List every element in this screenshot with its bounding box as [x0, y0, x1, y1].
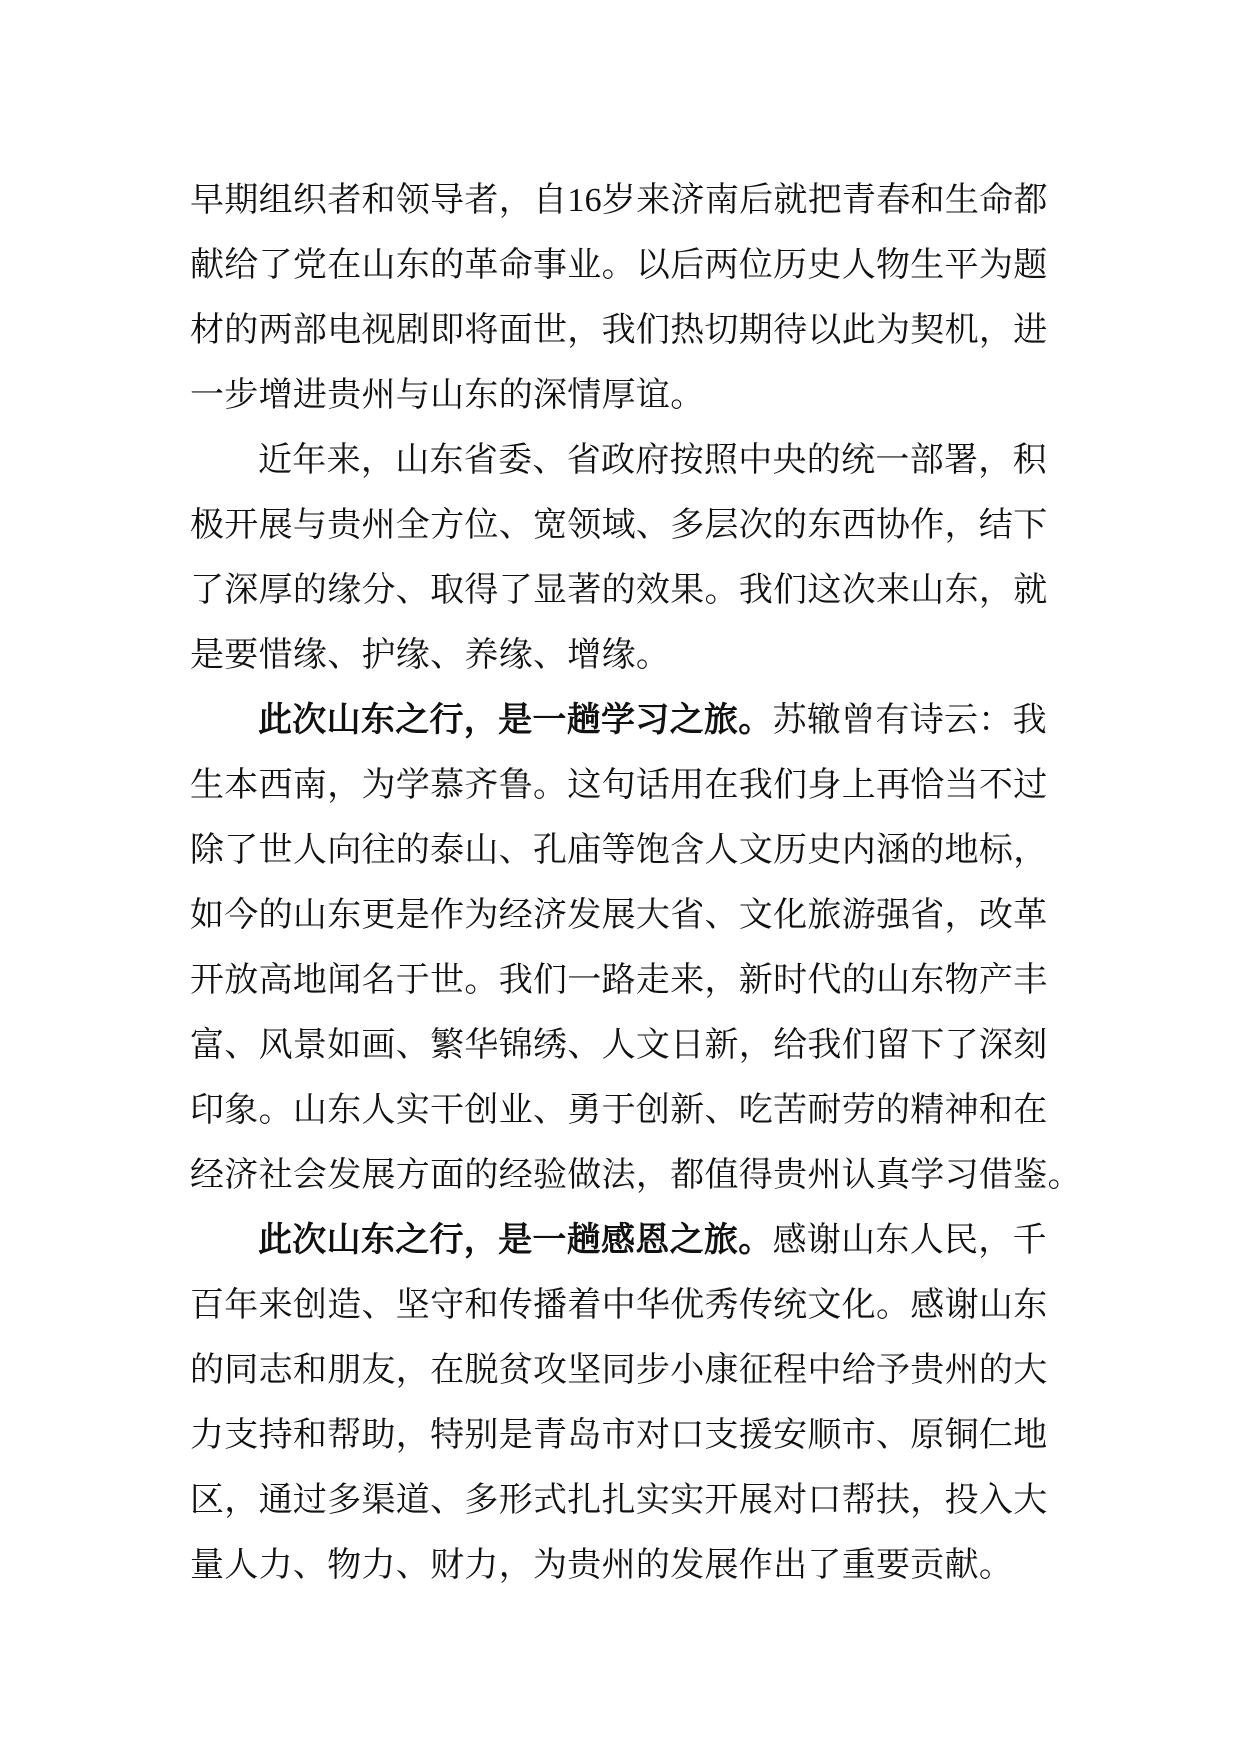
text-line: 材的两部电视剧即将面世，我们热切期待以此为契机，进: [190, 310, 1048, 350]
text-line: 如今的山东更是作为经济发展大省、文化旅游强省，改革: [190, 895, 1048, 935]
text-line: 除了世人向往的泰山、孔庙等饱含人文历史内涵的地标，: [190, 830, 1048, 870]
text-line: 了深厚的缘分、取得了显著的效果。我们这次来山东，就: [190, 570, 1048, 610]
text-line: 献给了党在山东的革命事业。以后两位历史人物生平为题: [190, 245, 1048, 285]
text-segment: 岁来济南后就把青春和生命都: [601, 180, 1048, 220]
text-line: 生本西南，为学慕齐鲁。这句话用在我们身上再恰当不过: [190, 765, 1048, 805]
text-line: 印象。山东人实干创业、勇于创新、吃苦耐劳的精神和在: [190, 1090, 1048, 1130]
text-segment: 苏辙曾有诗云：我: [772, 700, 1047, 740]
text-line: [190, 168, 1060, 233]
text-line: 是要惜缘、护缘、养缘、增缘。: [190, 635, 671, 675]
text-line: [190, 688, 1060, 753]
section-heading-study: 此次山东之行，是一趟学习之旅。: [258, 700, 773, 740]
text-line: 近年来，山东省委、省政府按照中央的统一部署，积: [258, 440, 1047, 480]
age-number: 16: [567, 182, 602, 219]
text-line: [190, 1208, 1060, 1273]
text-line: 量人力、物力、财力，为贵州的发展作出了重要贡献。: [190, 1545, 1014, 1585]
text-line: 富、风景如画、繁华锦绣、人文日新，给我们留下了深刻: [190, 1025, 1048, 1065]
paragraph-3: [190, 688, 1082, 1208]
text-line: 极开展与贵州全方位、宽领域、多层次的东西协作，结下: [190, 505, 1048, 545]
text-line: 一步增进贵州与山东的深情厚谊。: [190, 375, 705, 415]
text-segment: 早期组织者和领导者，自: [190, 180, 568, 220]
text-line: 力支持和帮助，特别是青岛市对口支援安顺市、原铜仁地: [190, 1415, 1048, 1455]
text-line: 百年来创造、坚守和传播着中华优秀传统文化。感谢山东: [190, 1285, 1048, 1325]
section-heading-gratitude: 此次山东之行，是一趟感恩之旅。: [258, 1220, 773, 1260]
paragraph-1: [190, 168, 1060, 428]
document-body: [190, 168, 1082, 1598]
text-segment: 感谢山东人民，千: [772, 1220, 1047, 1260]
paragraph-4: [190, 1208, 1060, 1598]
text-line: 区，通过多渠道、多形式扎扎实实开展对口帮扶，投入大: [190, 1480, 1048, 1520]
text-line: 的同志和朋友，在脱贫攻坚同步小康征程中给予贵州的大: [190, 1350, 1048, 1390]
text-line: 经济社会发展方面的经验做法，都值得贵州认真学习借鉴。: [190, 1155, 1082, 1195]
text-line: 开放高地闻名于世。我们一路走来，新时代的山东物产丰: [190, 960, 1048, 1000]
paragraph-2: [190, 428, 1060, 688]
